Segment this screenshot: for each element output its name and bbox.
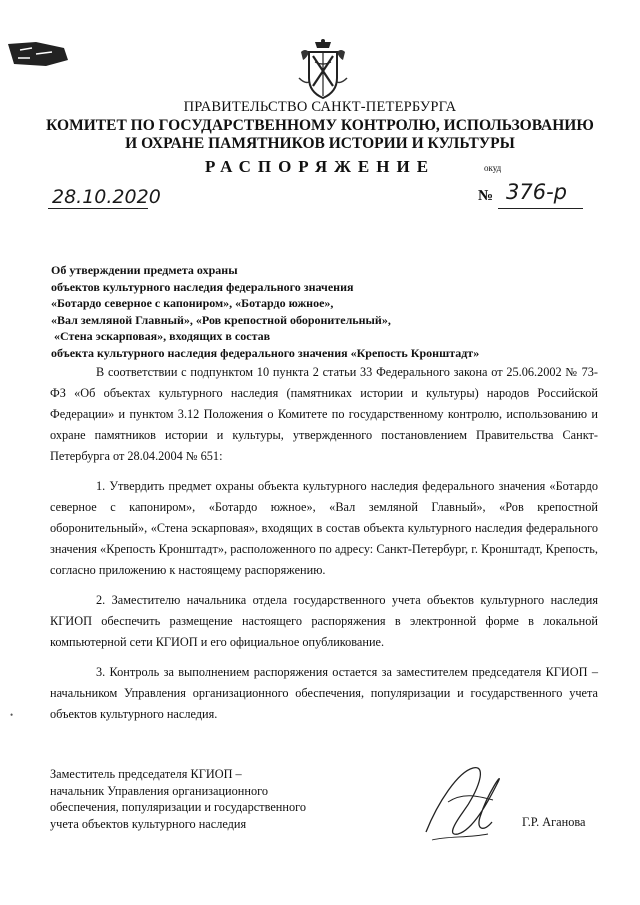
item-3-paragraph: 3. Контроль за выполнением распоряжения остается за заместителем председателя КГИОП – начальником Управления организационного обеспечения, популяризации и государственного учета объектов культурного наследия. — [50, 665, 598, 721]
document-number: 376-р — [506, 180, 567, 204]
signer-name: Г.Р. Аганова — [522, 815, 586, 829]
signer-position — [50, 766, 306, 832]
committee-line-2: И ОХРАНЕ ПАМЯТНИКОВ ИСТОРИИ И КУЛЬТУРЫ — [125, 135, 515, 152]
margin-mark: • — [10, 710, 14, 720]
subject-line: Об утверждении предмета охраны — [51, 263, 238, 277]
signer-position-line: учета объектов культурного наследия — [50, 816, 247, 831]
signer-position-line: обеспечения, популяризации и государственного — [50, 800, 306, 814]
number-label: № — [478, 188, 494, 204]
subject-block — [51, 262, 479, 361]
intro-paragraph: В соответствии с подпунктом 10 пункта 2 статьи 33 Федерального закона от 25.06.2002 № 73-ФЗ «Об объектах культурного наследия (памятниках истории и культуры) народов Российской Федерации» и пунктом 3.12 Положения о Комитете по государственному контролю, использованию и охране памятников истории и культуры, утвержденного постановлением Правительства Санкт-Петербурга от 28.04.2004 № 651: — [50, 365, 598, 463]
subject-line: объекта культурного наследия федерального значения «Крепость Кронштадт» — [51, 345, 480, 360]
item-1-paragraph: 1. Утвердить предмет охраны объекта культурного наследия федерального значения «Ботардо северное с капониром», «Ботардо южное», «Вал земляной Главный», «Ров крепостной оборонительный», «Стена эскарповая», входящих в состав объекта культурного наследия федерального значения «Крепость Кронштадт», расположенного по адресу: Санкт-Петербург, г. Кронштадт, Крепость, согласно приложению к настоящему распоряжению. — [50, 479, 598, 577]
document-date: 28.10.2020 — [52, 186, 161, 208]
document-type-title: РАСПОРЯЖЕНИЕ — [204, 157, 436, 176]
signer-position-line: Заместитель председателя КГИОП – — [50, 767, 242, 781]
committee-title — [0, 117, 640, 153]
number-underline — [498, 208, 583, 209]
registration-stamp-mark — [6, 38, 70, 70]
subject-line: «Ботардо северное с капониром», «Ботардо южное», — [51, 296, 334, 310]
subject-line: «Вал земляной Главный», «Ров крепостной оборонительный», — [51, 312, 391, 327]
subject-line: объектов культурного наследия федерального значения — [51, 279, 354, 294]
government-title: ПРАВИТЕЛЬСТВО САНКТ-ПЕТЕРБУРГА — [183, 99, 457, 115]
item-2-paragraph: 2. Заместителю начальника отдела государственного учета объектов культурного наследия КГИОП обеспечить размещение настоящего распоряжения в электронной форме в локальной компьютерной сети КГИОП и его официальное опубликование. — [50, 593, 598, 649]
document-body — [50, 362, 598, 734]
okud-label: окуд — [484, 163, 502, 173]
subject-line: «Стена эскарповая», входящих в состав — [51, 329, 271, 343]
date-underline — [48, 208, 148, 209]
signer-position-line: начальник Управления организационного — [50, 783, 268, 798]
handwritten-signature — [418, 762, 518, 844]
coat-of-arms-emblem — [297, 38, 349, 102]
committee-line-1: КОМИТЕТ ПО ГОСУДАРСТВЕННОМУ КОНТРОЛЮ, ИСПОЛЬЗОВАНИЮ — [46, 117, 594, 134]
